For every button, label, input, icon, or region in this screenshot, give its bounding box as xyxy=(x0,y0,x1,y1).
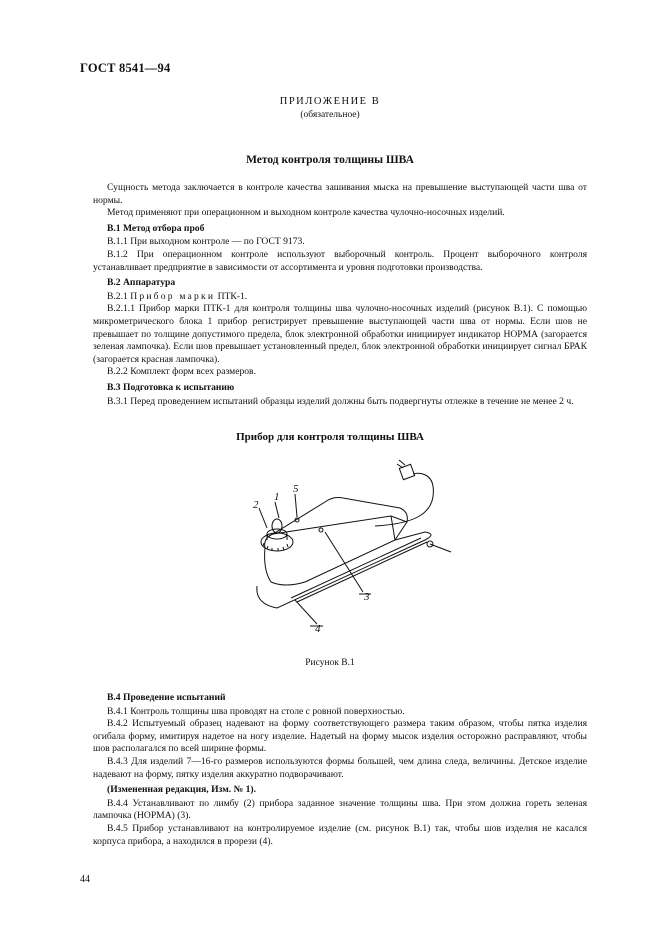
paragraph: В.1.2 При операционном контроле используют выборочный контроль. Процент выборочного контроля устанавливает предприятие в зависимости от ассортимента и уровня подготовки производства. xyxy=(93,248,587,273)
appendix-subtitle: (обязательное) xyxy=(300,110,360,120)
paragraph: Метод применяют при операционном и выходном контроле качества чулочно-носочных изделий. xyxy=(107,207,505,219)
section-title: Метод контроля толщины ШВА xyxy=(246,154,414,166)
paragraph: В.4.2 Испытуемый образец надевают на форму соответствующего размера таким образом, чтобы пятка изделия огибала форму, имитируя надетое на ногу изделие. Надетый на форму мысок изделия осторожно расправляют, чтобы шов располагался по всей ширине формы. xyxy=(93,718,587,755)
dial-icon xyxy=(261,533,293,551)
cable xyxy=(375,473,433,526)
device-base xyxy=(257,532,431,608)
paragraph: В.2.2 Комплект форм всех размеров. xyxy=(107,366,256,378)
page-number: 44 xyxy=(80,874,90,885)
paragraph: В.1.1 При выходном контроле — по ГОСТ 9173. xyxy=(107,236,305,248)
plug-pin-2 xyxy=(399,460,405,465)
device-figure xyxy=(225,458,455,648)
clause-number: В.2.1 xyxy=(107,290,131,302)
label-4: 4 xyxy=(315,623,321,635)
lamp-indicator-3 xyxy=(319,528,323,532)
leader-4 xyxy=(295,600,317,624)
label-1: 1 xyxy=(274,491,280,503)
text-block-upper xyxy=(93,182,587,408)
paragraph: В.4.3 Для изделий 7—16-го размеров используются формы большей, чем длина следа, величины. Детское изделие надевают на форму, пятку изделия аккуратно подворачивают. xyxy=(93,755,587,780)
paragraph xyxy=(93,291,587,304)
leader-2 xyxy=(259,508,267,528)
paragraph: В.3.1 Перед проведением испытаний образцы изделий должны быть подвергнуты отлежке в течение не менее 2 ч. xyxy=(107,395,574,407)
label-5: 5 xyxy=(293,483,299,495)
leader-5 xyxy=(295,494,297,517)
document-code: ГОСТ 8541—94 xyxy=(80,61,171,75)
knob-icon xyxy=(272,519,282,533)
paragraph: Сущность метода заключается в контроле качества зашивания мыска на превышение выступающей части шва от нормы. xyxy=(93,182,587,206)
label-3: 3 xyxy=(364,591,370,603)
paragraph: В.4.5 Прибор устанавливают на контролируемое изделие (см. рисунок В.1) так, чтобы шов изделия не касался корпуса прибора, а находился в прорези (4). xyxy=(93,822,587,847)
paragraph: В.4.4 Устанавливают по лимбу (2) прибора заданное значение толщины шва. При этом должна гореть зеленая лампочка (НОРМА) (3). xyxy=(93,797,587,822)
paragraph: В.2.1.1 Прибор марки ПТК-1 для контроля толщины шва чулочно-носочных изделий (рисунок В.1). С помощью микрометрического блока 1 прибор регистрирует превышение выступающей части шва от нормы. Если шов не превышает по толщине допустимого предела, блок электронной обработки инициирует индикатор НОРМА (загорается зеленая лампочка). Если шов превышает установленный предел, блок электронной обработки инициирует сигнал БРАК (загорается красная лампочка). xyxy=(93,303,587,365)
appendix-title: ПРИЛОЖЕНИЕ В xyxy=(279,96,381,107)
figure-title: Прибор для контроля толщины ШВА xyxy=(236,431,424,443)
section-heading: В.2 Аппаратура xyxy=(107,277,176,289)
section-heading: В.1 Метод отбора проб xyxy=(107,222,205,234)
text-block-lower xyxy=(93,689,587,848)
spaced-term: Прибор марки xyxy=(130,290,216,302)
slot-line-2 xyxy=(297,542,427,602)
plug-pin-1 xyxy=(397,464,403,468)
seam-thread xyxy=(430,544,451,552)
clause-suffix: ПТК-1. xyxy=(215,290,248,302)
housing-rear xyxy=(391,516,395,540)
device-housing xyxy=(265,498,408,586)
section-heading: В.3 Подготовка к испытанию xyxy=(107,381,235,393)
label-2: 2 xyxy=(253,499,259,511)
leader-1 xyxy=(275,502,279,518)
figure-caption: Рисунок В.1 xyxy=(305,658,355,668)
section-heading: (Измененная редакция, Изм. № 1). xyxy=(107,784,257,796)
slot-line-1 xyxy=(291,538,421,598)
section-heading: В.4 Проведение испытаний xyxy=(107,692,226,703)
paragraph: В.4.1 Контроль толщины шва проводят на столе с ровной поверхностью. xyxy=(107,705,405,717)
dial-ticks xyxy=(263,543,288,551)
